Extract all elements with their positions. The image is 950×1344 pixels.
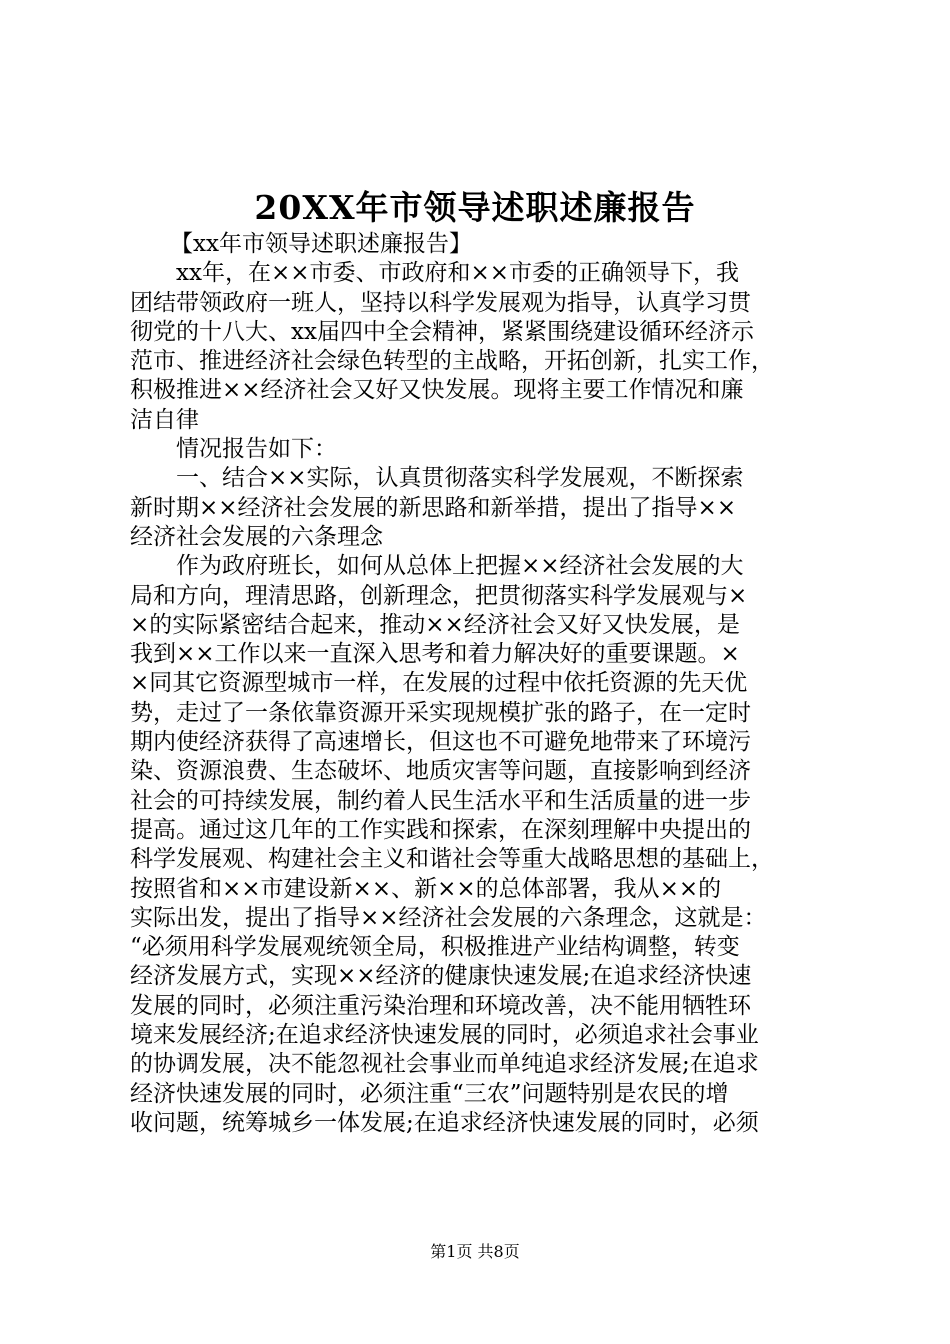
body-line: 社会的可持续发展，制约着人民生活水平和生活质量的进一步 [130,787,751,814]
page-number: 第1页 共8页 [430,1242,520,1261]
body-line: xx年，在××市委、市政府和××市委的正确领导下，我 [176,260,740,287]
body-line: 洁自律 [130,406,199,433]
body-line: 积极推进××经济社会又好又快发展。现将主要工作情况和廉 [130,377,744,404]
body-line: 的协调发展，决不能忽视社会事业而单纯追求经济发展;在追求 [130,1051,759,1078]
body-line: ×同其它资源型城市一样，在发展的过程中依托资源的先天优 [130,670,748,697]
body-line: 我到××工作以来一直深入思考和着力解决好的重要课题。× [130,641,740,668]
body-line: 彻党的十八大、xx届四中全会精神，紧紧围绕建设循环经济示 [130,318,754,345]
body-line: 作为政府班长，如何从总体上把握××经济社会发展的大 [176,553,744,580]
body-line: 实际出发，提出了指导××经济社会发展的六条理念，这就是： [130,904,767,931]
document-title: 20XX年市领导述职述廉报告 [254,188,696,227]
body-line: 科学发展观、构建社会主义和谐社会等重大战略思想的基础上， [130,846,774,873]
body-line: 团结带领政府一班人，坚持以科学发展观为指导，认真学习贯 [130,289,751,316]
body-line: 发展的同时，必须注重污染治理和环境改善，决不能用牺牲环 [130,992,751,1019]
document-body [130,230,830,1138]
body-line: 势，走过了一条依靠资源开采实现规模扩张的路子，在一定时 [130,699,751,726]
body-line: ×的实际紧密结合起来，推动××经济社会又好又快发展，是 [130,611,740,638]
section-heading: 【xx年市领导述职述廉报告】 [170,231,472,257]
body-line: 经济快速发展的同时，必须注重“三农”问题特别是农民的增 [130,1080,729,1107]
body-line: 范市、推进经济社会绿色转型的主战略，开拓创新，扎实工作， [130,348,774,375]
body-line: 期内使经济获得了高速增长，但这也不可避免地带来了环境污 [130,729,751,756]
body-line: 按照省和××市建设新××、新××的总体部署，我从××的 [130,875,722,902]
body-line: 经济社会发展的六条理念 [130,523,383,550]
body-line: 提高。通过这几年的工作实践和探索，在深刻理解中央提出的 [130,816,751,843]
body-line: 收问题，统筹城乡一体发展;在追求经济快速发展的同时，必须 [130,1109,759,1136]
body-line: 局和方向，理清思路，创新理念，把贯彻落实科学发展观与× [130,582,748,609]
body-line: 一、结合××实际，认真贯彻落实科学发展观，不断探索 [176,465,744,492]
body-line: 新时期××经济社会发展的新思路和新举措，提出了指导×× [130,494,737,521]
body-line: 染、资源浪费、生态破坏、地质灾害等问题，直接影响到经济 [130,758,751,785]
body-line: 境来发展经济;在追求经济快速发展的同时，必须追求社会事业 [130,1022,759,1049]
body-line: “必须用科学发展观统领全局，积极推进产业结构调整，转变 [130,934,740,961]
body-line: 情况报告如下： [176,436,337,463]
body-line: 经济发展方式，实现××经济的健康快速发展;在追求经济快速 [130,963,752,990]
